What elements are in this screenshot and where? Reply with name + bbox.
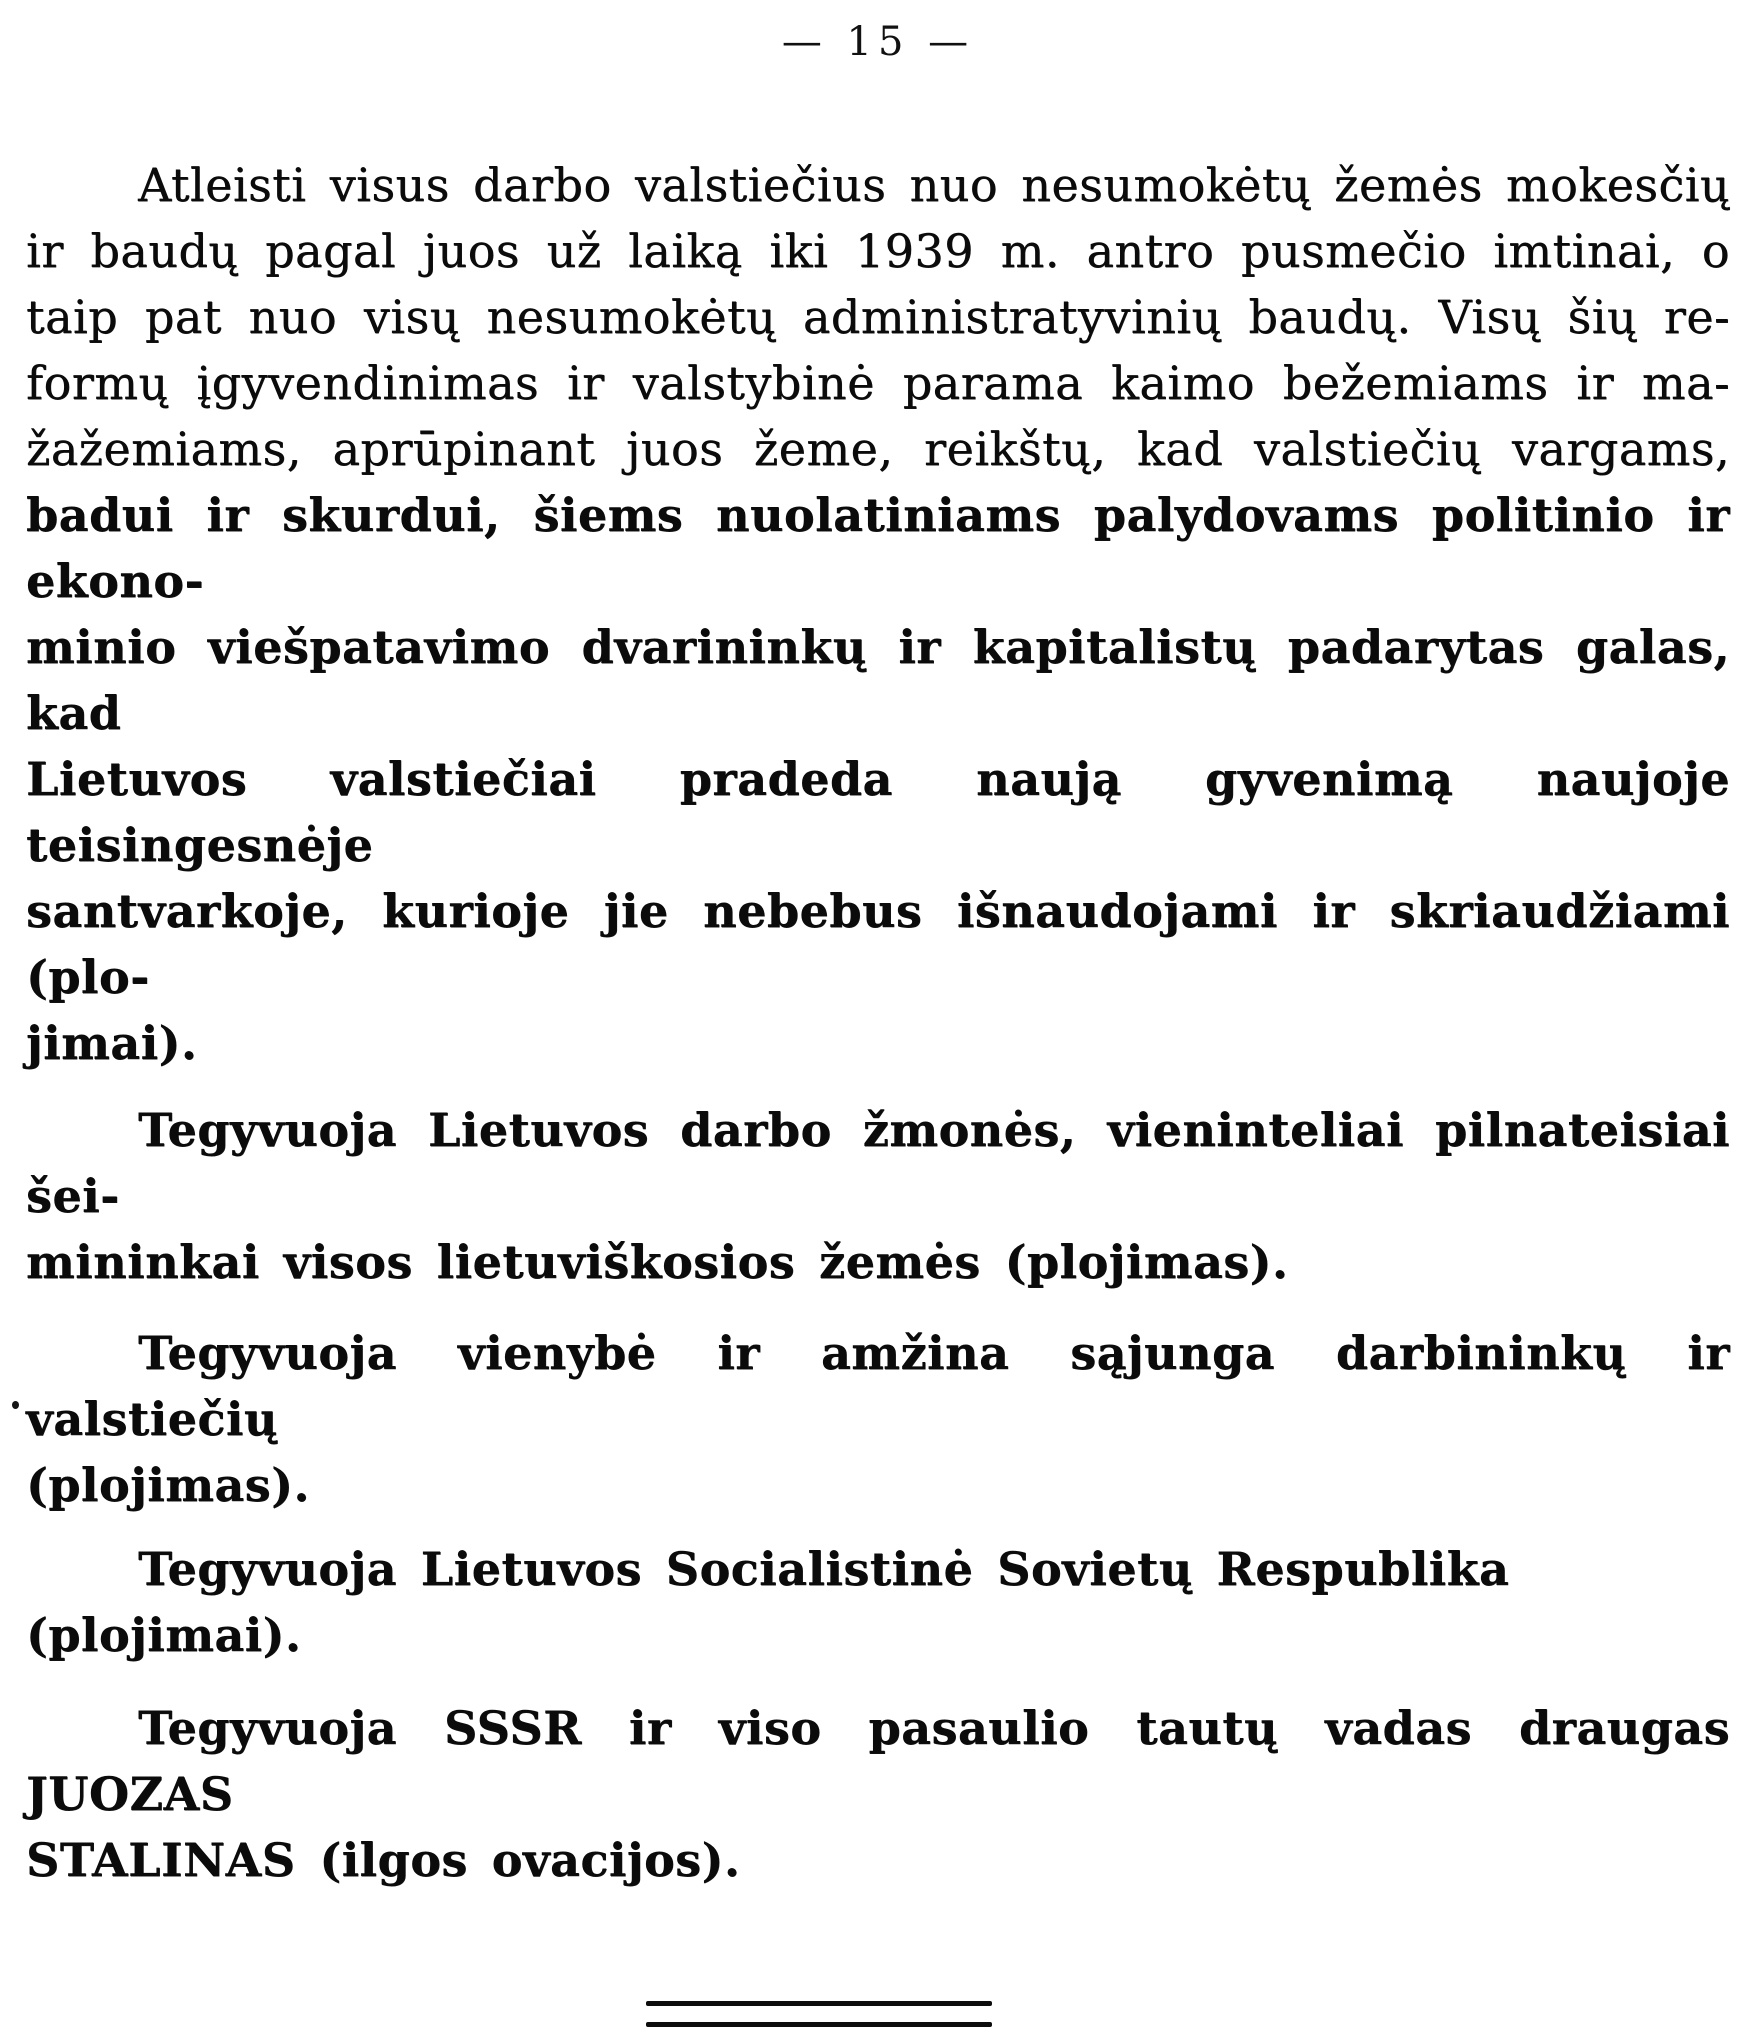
paragraph-reforms xyxy=(26,152,1730,1076)
text-line: taip pat nuo visų nesumokėtų administratyvinių baudų. Visų šių re- xyxy=(26,290,1730,344)
text-line: Atleisti visus darbo valstiečius nuo nesumokėtų žemės mokesčių xyxy=(138,158,1730,212)
page-number: — 15 — xyxy=(781,19,975,65)
text-line: Tegyvuoja SSSR ir viso pasaulio tautų vadas draugas JUOZAS xyxy=(26,1701,1730,1821)
text-line: minio viešpatavimo dvarininkų ir kapitalistų padarytas galas, kad xyxy=(26,620,1730,740)
paragraph-tegyvuoja-respublika xyxy=(26,1536,1730,1668)
stray-mark xyxy=(12,1401,19,1409)
text-line: (plojimas). xyxy=(26,1458,310,1512)
text-line: Tegyvuoja Lietuvos Socialistinė Sovietų Respublika (plojimai). xyxy=(26,1542,1510,1662)
text-line: jimai). xyxy=(26,1016,198,1070)
rule-line xyxy=(646,2001,992,2006)
text-line: Tegyvuoja vienybė ir amžina sąjunga darbininkų ir valstiečių xyxy=(26,1326,1730,1446)
double-rule xyxy=(646,2001,992,2027)
paragraph-tegyvuoja-sssr xyxy=(26,1695,1730,1893)
text-line: santvarkoje, kurioje jie nebebus išnaudojami ir skriaudžiami (plo- xyxy=(26,884,1730,1004)
paragraph-tegyvuoja-zmones xyxy=(26,1097,1730,1295)
text-line: žažemiams, aprūpinant juos žeme, reikštų, kad valstiečių vargams, xyxy=(26,422,1730,476)
text-line: formų įgyvendinimas ir valstybinė parama kaimo bežemiams ir ma- xyxy=(26,356,1730,410)
paragraph-tegyvuoja-vienybe xyxy=(26,1320,1730,1518)
text-line: ir baudų pagal juos už laiką iki 1939 m. antro pusmečio imtinai, o xyxy=(26,224,1730,278)
text-line: STALINAS (ilgos ovacijos). xyxy=(26,1833,741,1887)
text-line: badui ir skurdui, šiems nuolatiniams palydovams politinio ir ekono- xyxy=(26,488,1730,608)
text-line: mininkai visos lietuviškosios žemės (plojimas). xyxy=(26,1235,1289,1289)
text-line: Tegyvuoja Lietuvos darbo žmonės, vieninteliai pilnateisiai šei- xyxy=(26,1103,1730,1223)
text-line: Lietuvos valstiečiai pradeda naują gyvenimą naujoje teisingesnėje xyxy=(26,752,1730,872)
rule-line xyxy=(646,2022,992,2027)
